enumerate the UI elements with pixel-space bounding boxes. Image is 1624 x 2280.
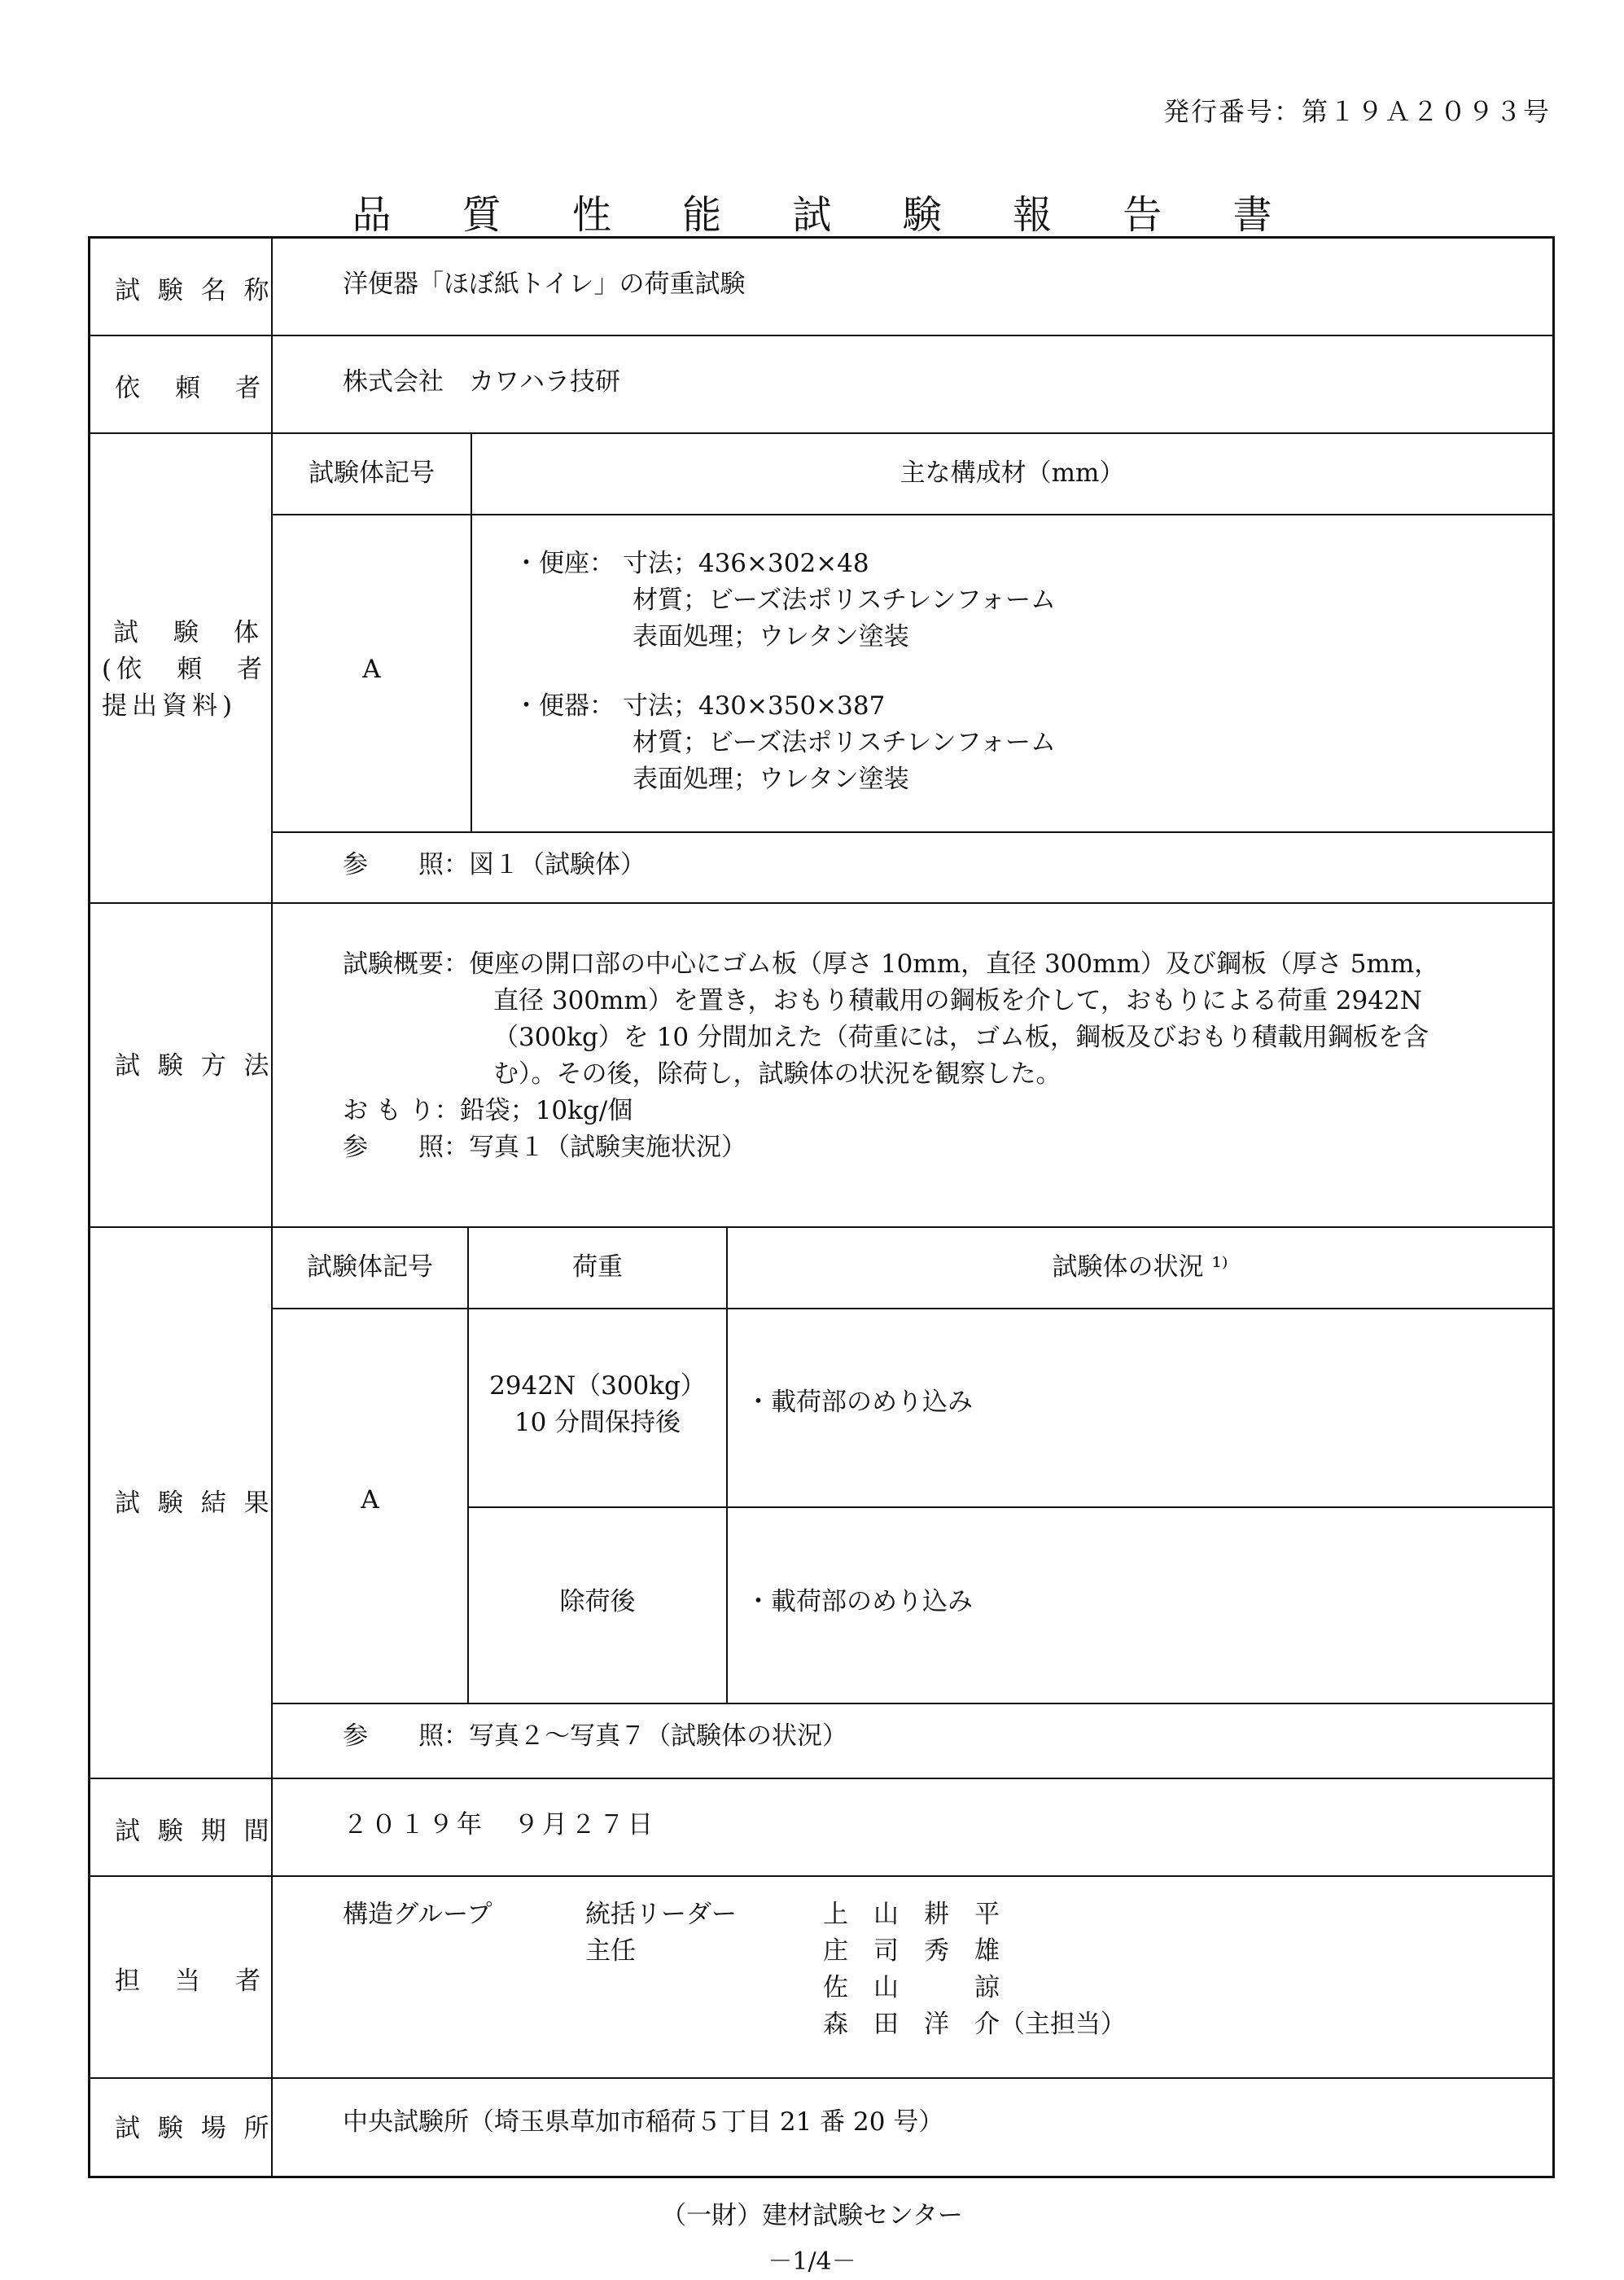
report-table [88, 236, 1555, 2178]
results-col-load: 荷重 [572, 1252, 623, 1282]
row-separator [90, 1778, 1552, 1779]
condition-1: ・載荷部のめり込み [746, 1388, 973, 1417]
method-line-4: む）。その後，除荷し，試験体の状況を観察した。 [493, 1059, 1062, 1089]
specimen-ref-line [271, 831, 1552, 833]
results-col-condition: 試験体の状況 ¹⁾ [1052, 1252, 1228, 1282]
specimen-col-symbol: 試験体記号 [309, 458, 435, 488]
results-ref-line [271, 1703, 1552, 1704]
results-label: 試 験 結 果 [115, 1489, 274, 1518]
row-separator [90, 1875, 1552, 1877]
specimen-symbol: A [362, 655, 381, 684]
method-label: 試 験 方 法 [115, 1051, 274, 1081]
specimen-label-2: (依 頼 者 [102, 655, 268, 684]
condition-2: ・載荷部のめり込み [746, 1587, 973, 1616]
bowl-line-1: ・便器： 寸法；430×350×387 [514, 691, 886, 721]
seat-line-1: ・便座： 寸法；436×302×48 [514, 549, 869, 578]
staff-name-1: 上 山 耕 平 [823, 1900, 1000, 1929]
method-line-3: （300kg）を 10 分間加えた（荷重には，ゴム板，鋼板及びおもり積載用鋼板を含 [493, 1023, 1429, 1052]
method-line-6: 参 照：写真１（試験実施状況） [343, 1133, 746, 1162]
row-separator [90, 432, 1552, 434]
staff-label: 担 当 者 [115, 1966, 265, 1996]
place-label: 試 験 場 所 [115, 2114, 274, 2143]
label-divider [271, 239, 273, 2176]
specimen-label-1: 試 験 体 [113, 618, 264, 647]
test-name-value: 洋便器「ほぼ紙トイレ」の荷重試験 [343, 270, 746, 299]
specimen-reference: 参 照：図１（試験体） [343, 850, 646, 879]
load-1-line-1: 2942N（300kg） [489, 1371, 706, 1401]
results-mid-line [467, 1506, 1552, 1508]
results-col-divider-2 [726, 1226, 728, 1703]
seat-line-2: 材質；ビーズ法ポリスチレンフォーム [633, 585, 1057, 615]
row-separator [90, 335, 1552, 336]
method-line-5: お も り：鉛袋；10kg/個 [343, 1096, 633, 1125]
period-value: ２０１９年 ９月２７日 [343, 1810, 656, 1839]
staff-role-2: 主任 [585, 1936, 636, 1966]
client-value: 株式会社 カワハラ技研 [343, 367, 620, 397]
specimen-col-material: 主な構成材（mm） [900, 458, 1125, 488]
results-reference: 参 照：写真２～写真７（試験体の状況） [343, 1721, 847, 1751]
place-value: 中央試験所（埼玉県草加市稲荷５丁目 21 番 20 号） [343, 2107, 944, 2137]
staff-name-3: 佐 山 諒 [823, 1973, 1000, 2002]
results-col-symbol: 試験体記号 [307, 1252, 433, 1282]
period-label: 試 験 期 間 [115, 1817, 274, 1846]
client-label: 依 頼 者 [115, 374, 265, 403]
row-separator [90, 2077, 1552, 2079]
footer-organization: （一財）建材試験センター [661, 2201, 963, 2230]
row-separator [90, 902, 1552, 904]
method-line-2: 直径 300mm）を置き，おもり積載用の鋼板を介して，おもりによる荷重 2942N [493, 986, 1422, 1015]
method-line-1: 試験概要：便座の開口部の中心にゴム板（厚さ 10mm，直径 300mm）及び鋼板（厚さ 5mm， [343, 949, 1440, 979]
specimen-col-divider [471, 432, 472, 831]
staff-name-2: 庄 司 秀 雄 [823, 1936, 1000, 1966]
staff-role-1: 統括リーダー [585, 1900, 737, 1929]
page-title: 品 質 性 能 試 験 報 告 書 [352, 192, 1302, 238]
specimen-label-3: 提出資料) [102, 691, 238, 721]
page-number: －1/4－ [768, 2247, 856, 2276]
load-1-line-2: 10 分間保持後 [514, 1408, 681, 1437]
row-separator [90, 1226, 1552, 1228]
staff-name-4: 森 田 洋 介（主担当） [823, 2010, 1126, 2039]
results-col-divider-1 [467, 1226, 469, 1703]
staff-group: 構造グループ [343, 1900, 492, 1929]
issue-number: 発行番号：第１９Ａ２０９３号 [1162, 96, 1551, 127]
seat-line-3: 表面処理；ウレタン塗装 [633, 622, 909, 651]
results-header-line [271, 1308, 1552, 1309]
test-name-label: 試 験 名 称 [115, 276, 274, 305]
bowl-line-3: 表面処理；ウレタン塗装 [633, 765, 909, 794]
load-2: 除荷後 [559, 1587, 636, 1616]
results-symbol: A [361, 1485, 379, 1515]
bowl-line-2: 材質；ビーズ法ポリスチレンフォーム [633, 728, 1057, 757]
specimen-header-line [271, 514, 1552, 515]
